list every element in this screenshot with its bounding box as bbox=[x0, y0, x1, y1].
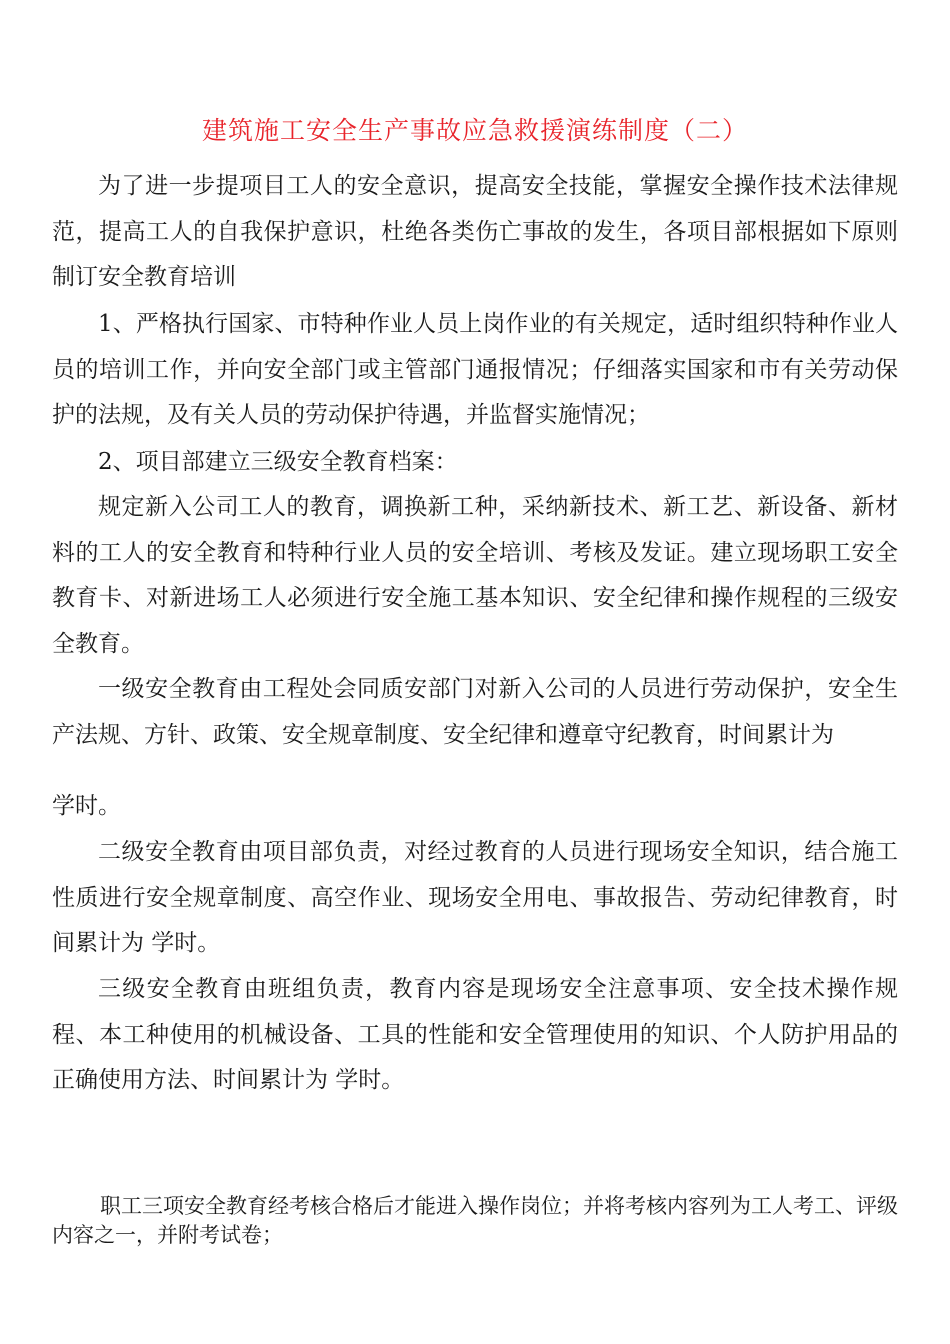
intro-paragraph: 为了进一步提项目工人的安全意识，提高安全技能，掌握安全操作技术法律规范，提高工人的自我保护意识，杜绝各类伤亡事故的发生，各项目部根据如下原则制订安全教育培训 bbox=[52, 173, 898, 290]
closing-paragraph: 职工三项安全教育经考核合格后才能进入操作岗位；并将考核内容列为工人考工、评级内容之一，并附考试卷； bbox=[52, 1194, 898, 1247]
document-title: 建筑施工安全生产事故应急救援演练制度（二） bbox=[201, 116, 748, 145]
level-3-education-paragraph: 三级安全教育由班组负责，教育内容是现场安全注意事项、安全技术操作规程、本工种使用的机械设备、工具的性能和安全管理使用的知识、个人防护用品的正确使用方法、时间累计为 学时。 bbox=[52, 976, 898, 1093]
level-1-hours-text: 学时。 bbox=[52, 793, 121, 819]
item-2-body-paragraph: 规定新入公司工人的教育，调换新工种，采纳新技术、新工艺、新设备、新材料的工人的安全教育和特种行业人员的安全培训、考核及发证。建立现场职工安全教育卡、对新进场工人必须进行安全施工基本知识、安全纪律和操作规程的三级安全教育。 bbox=[52, 494, 898, 657]
level-1-education-paragraph: 一级安全教育由工程处会同质安部门对新入公司的人员进行劳动保护，安全生产法规、方针、政策、安全规章制度、安全纪律和遵章守纪教育，时间累计为 bbox=[52, 676, 898, 748]
item-1-paragraph: 1、严格执行国家、市特种作业人员上岗作业的有关规定，适时组织特种作业人员的培训工作，并向安全部门或主管部门通报情况；仔细落实国家和市有关劳动保护的法规，及有关人员的劳动保护待遇，并监督实施情况； bbox=[52, 311, 898, 428]
level-2-education-paragraph: 二级安全教育由项目部负责，对经过教育的人员进行现场安全知识，结合施工性质进行安全规章制度、高空作业、现场安全用电、事故报告、劳动纪律教育，时间累计为 学时。 bbox=[52, 839, 898, 956]
item-2-heading: 2、项目部建立三级安全教育档案： bbox=[98, 449, 458, 475]
